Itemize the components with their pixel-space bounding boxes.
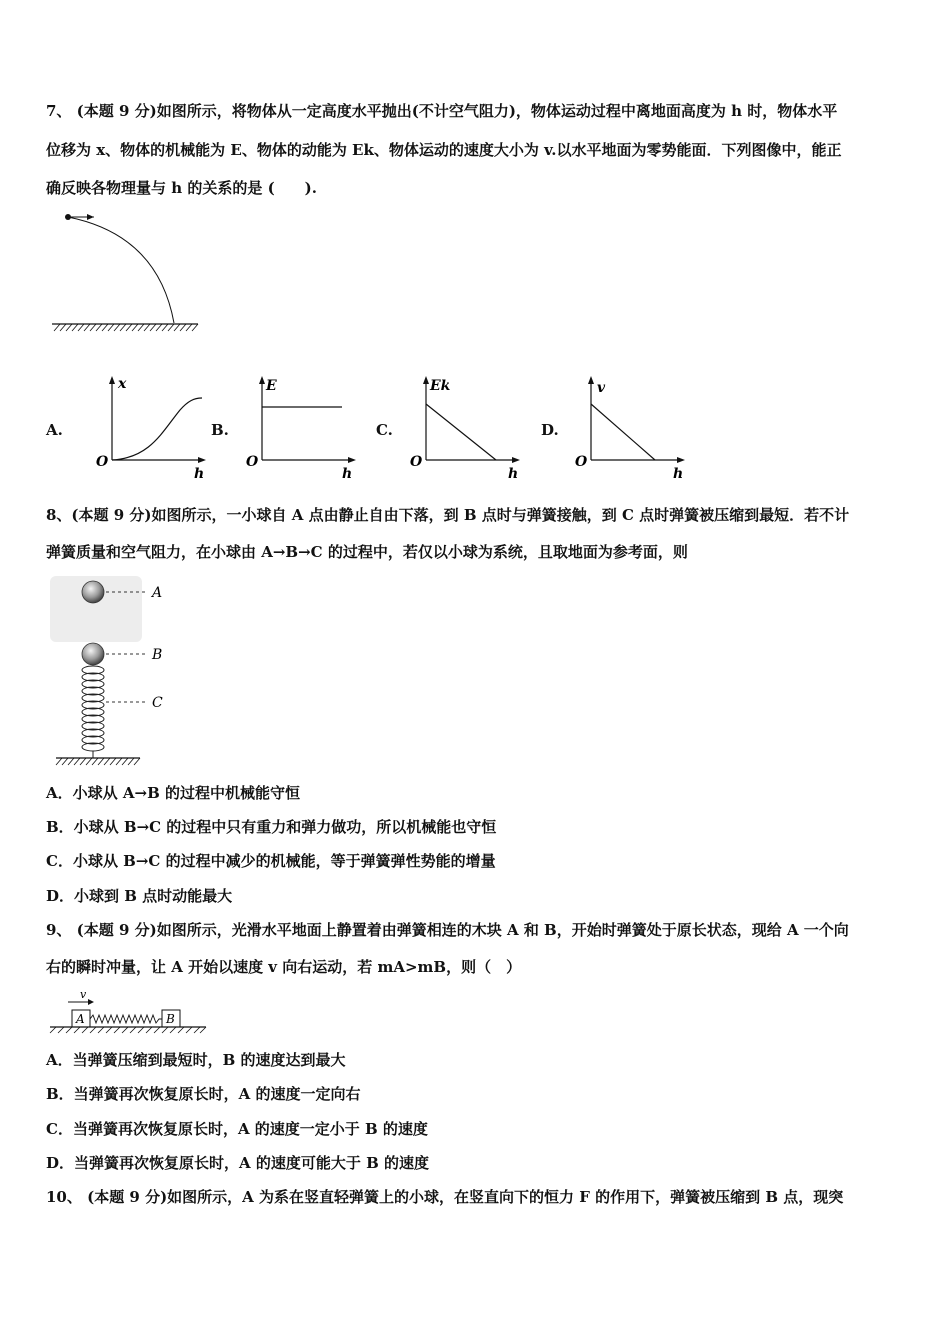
trajectory-curve [68, 217, 174, 323]
projectile-figure [48, 205, 203, 335]
label-a: A [152, 585, 163, 601]
graph-a-y-label: x [118, 376, 127, 392]
graph-b-y-label: E [266, 378, 277, 394]
q8-line-1: 8、(本题 9 分)如图所示，一小球自 A 点由静止自由下落，到 B 点时与弹簧接触，到 C 点时弹簧被压缩到最短．若不计 [46, 506, 850, 524]
graph-b-x-label: h [342, 466, 353, 482]
label-b: B [152, 647, 163, 663]
q7-option-c-label: C. [376, 421, 393, 439]
graph-c-x-label: h [508, 466, 519, 482]
blocks-spring-figure [46, 986, 211, 1038]
q7-option-b-label: B. [211, 421, 229, 439]
q9-option-c: C．当弹簧再次恢复原长时，A 的速度一定小于 B 的速度 [46, 1120, 428, 1138]
graph-d-y-label: v [597, 380, 606, 396]
graph-b [240, 372, 365, 482]
q7-option-d-label: D. [541, 421, 559, 439]
graph-d-origin: O [575, 454, 588, 470]
q9-option-d: D．当弹簧再次恢复原长时，A 的速度可能大于 B 的速度 [46, 1154, 429, 1172]
q9-option-a: A．当弹簧压缩到最短时，B 的速度达到最大 [46, 1051, 346, 1069]
q8-option-d: D．小球到 B 点时动能最大 [46, 887, 233, 905]
velocity-arrowhead [87, 214, 94, 220]
graph-d [569, 372, 694, 482]
q9-line-2: 右的瞬时冲量，让 A 开始以速度 v 向右运动，若 mA>mB，则（ ） [46, 958, 522, 976]
graph-c-origin: O [410, 454, 423, 470]
block-a-label: A [76, 1012, 85, 1026]
q9-line-1: 9、 (本题 9 分)如图所示，光滑水平地面上静置着由弹簧相连的木块 A 和 B，开始时弹簧处于原长状态，现给 A 一个向 [46, 921, 849, 939]
block-b-label: B [166, 1012, 175, 1026]
q7-line-1: 7、 (本题 9 分)如图所示，将物体从一定高度水平抛出(不计空气阻力)，物体运动过程中离地面高度为 h 时，物体水平 [46, 102, 838, 120]
q8-option-b: B．小球从 B→C 的过程中只有重力和弹力做功，所以机械能也守恒 [46, 818, 497, 836]
graph-a-origin: O [96, 454, 109, 470]
spring-drop-figure [48, 572, 198, 772]
floor-hatching [56, 758, 140, 765]
q8-line-2: 弹簧质量和空气阻力，在小球由 A→B→C 的过程中，若仅以小球为系统，且取地面为参考面，则 [46, 543, 688, 561]
q7-line-3: 确反映各物理量与 h 的关系的是 ( ). [46, 179, 317, 197]
graph-b-origin: O [246, 454, 259, 470]
q8-option-c: C．小球从 B→C 的过程中减少的机械能，等于弹簧弹性势能的增量 [46, 852, 496, 870]
graph-a [90, 372, 215, 482]
q10-line-1: 10、 (本题 9 分)如图所示，A 为系在竖直轻弹簧上的小球，在竖直向下的恒力 F 的作用下，弹簧被压缩到 B 点，现突 [46, 1188, 844, 1206]
connecting-spring [90, 1015, 162, 1023]
graph-c-line [426, 404, 496, 460]
velocity-label: v [80, 988, 87, 1001]
q7-option-a-label: A. [46, 421, 63, 439]
graph-d-line [591, 404, 655, 460]
graph-a-curve [112, 398, 202, 460]
ball-at-a [82, 581, 104, 603]
q9-option-b: B．当弹簧再次恢复原长时，A 的速度一定向右 [46, 1085, 361, 1103]
q7-line-2: 位移为 x、物体的机械能为 E、物体的动能为 Ek、物体运动的速度大小为 v.以水平地面为零势能面．下列图像中，能正 [46, 141, 842, 159]
graph-c [404, 372, 529, 482]
graph-d-x-label: h [673, 466, 684, 482]
surface-hatching [50, 1027, 206, 1033]
graph-c-y-label: Ek [430, 378, 451, 394]
ground-hatching [54, 324, 198, 331]
q8-option-a: A．小球从 A→B 的过程中机械能守恒 [46, 784, 300, 802]
velocity-arrowhead-q9 [88, 999, 94, 1005]
ball-at-b [82, 643, 104, 665]
label-c: C [152, 695, 163, 711]
spring-coil [82, 666, 104, 758]
graph-a-x-label: h [194, 466, 205, 482]
